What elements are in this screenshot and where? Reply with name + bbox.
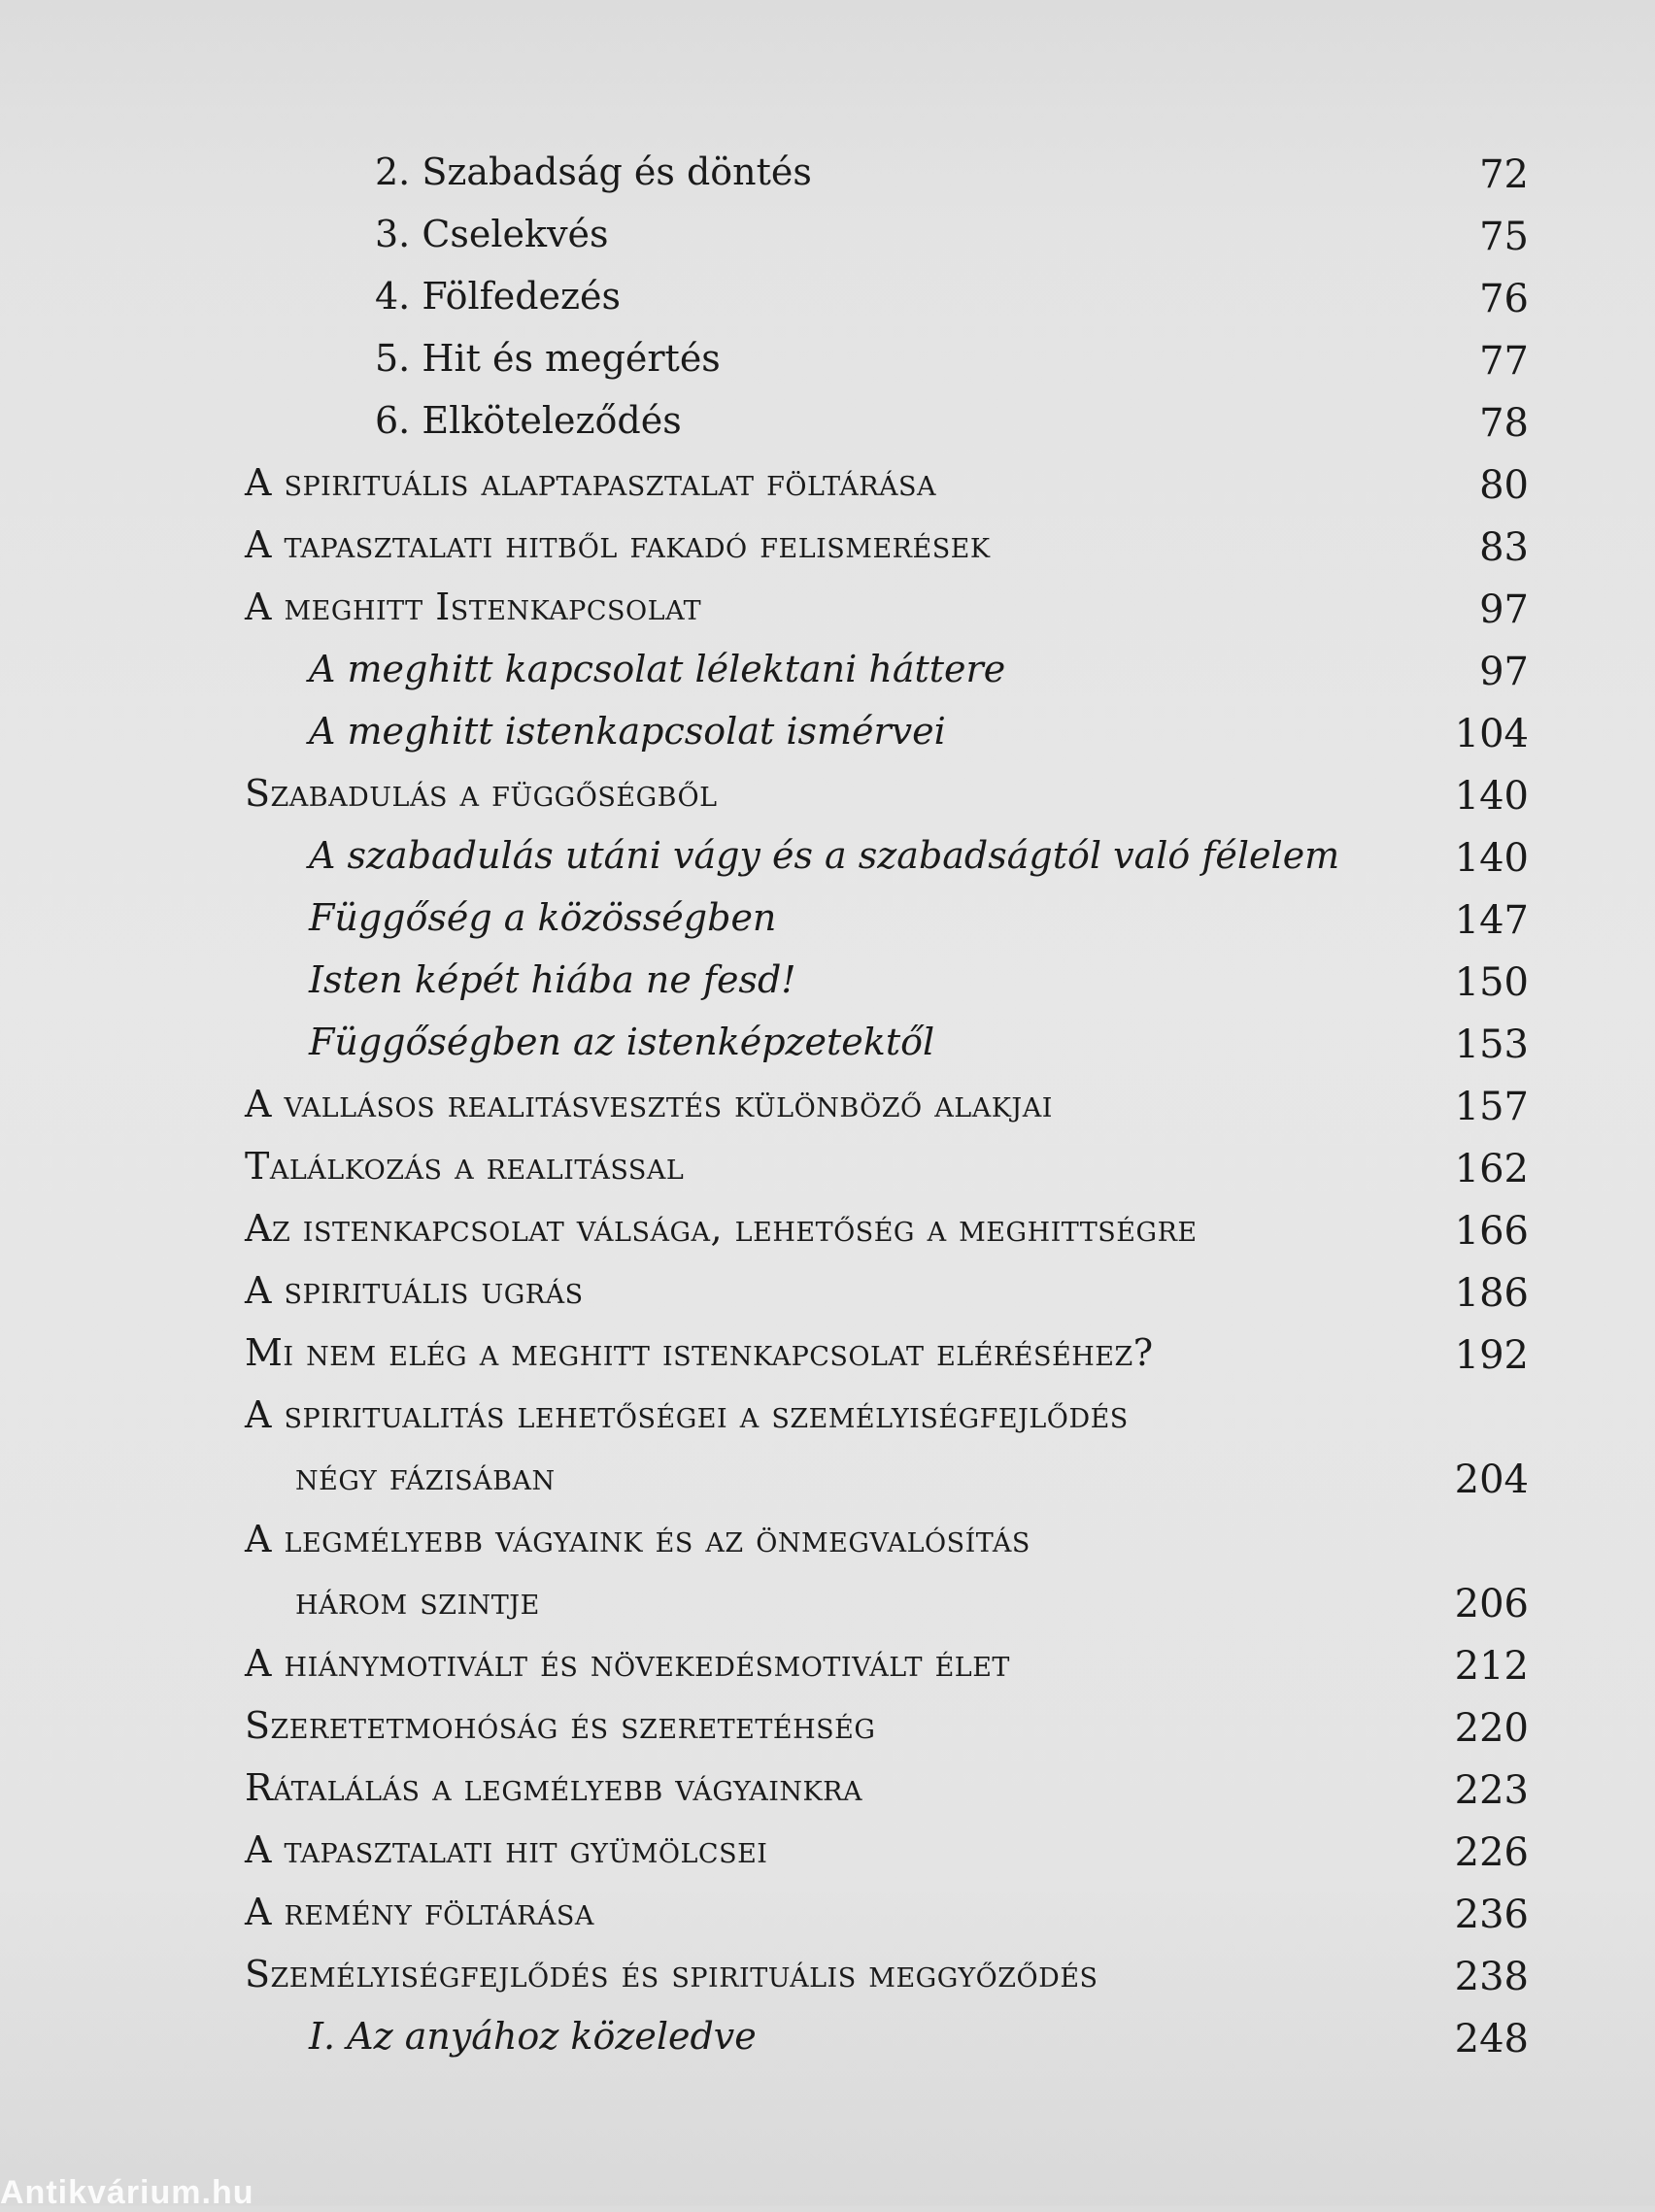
toc-entry-title: I. Az anyához közeledve [309,2015,757,2058]
toc-entry [0,138,1655,200]
watermark: Antikvárium.hu [0,2174,254,2211]
toc-entry [0,1878,1655,1940]
toc-entry-title: Mi nem elég a meghitt istenkapcsolat eléréséhez? [245,1331,1154,1374]
toc-entry [0,324,1655,386]
toc-entry-page: 140 [1454,836,1529,881]
toc-entry-page: 72 [1479,152,1529,197]
toc-entry-title: A spiritualitás lehetőségei a személyiségfejlődés [245,1393,1129,1436]
toc-entry-title: A vallásos realitásvesztés különböző alakjai [245,1083,1053,1125]
toc-entry-title: 3. Cselekvés [375,213,609,255]
toc-entry-page: 157 [1454,1085,1529,1129]
toc-entry-title: 2. Szabadság és döntés [375,151,812,193]
toc-entry [0,1008,1655,1070]
toc-entry-page: 97 [1479,587,1529,632]
toc-entry-page: 186 [1454,1271,1529,1316]
toc-entry-title: A legmélyebb vágyaink és az önmegvalósítás [245,1518,1030,1560]
toc-entry-page: 83 [1479,525,1529,570]
toc-entry [0,2002,1655,2064]
toc-entry-title: A meghitt istenkapcsolat ismérvei [309,710,946,753]
toc-entry [0,759,1655,821]
toc-entry-page: 140 [1454,774,1529,819]
toc-entry-title: Függőségben az istenképzetektől [309,1021,935,1063]
toc-entry-page: 162 [1454,1147,1529,1191]
toc-entry-page: 80 [1479,463,1529,508]
toc-entry [0,884,1655,946]
toc-entry-page: 220 [1454,1706,1529,1751]
toc-entry [0,449,1655,511]
toc-entry [0,262,1655,324]
toc-entry [0,1567,1655,1629]
toc-entry-page: 78 [1479,401,1529,446]
toc-entry [0,1257,1655,1319]
toc-entry [0,1505,1655,1567]
toc-entry [0,1132,1655,1194]
toc-entry-title: Az istenkapcsolat válsága, lehetőség a meghittségre [245,1207,1198,1250]
toc-entry-title: Szeretetmohóság és szeretetéhség [245,1704,876,1747]
toc-entry-title: A tapasztalati hitből fakadó felismerések [245,523,991,566]
toc-entry-page: 76 [1479,277,1529,321]
toc-entry-title: három szintje [295,1580,540,1623]
toc-entry-page: 248 [1454,2017,1529,2061]
toc-entry-title: Isten képét hiába ne fesd! [309,958,796,1001]
toc-entry-title: A spirituális ugrás [245,1269,584,1312]
toc-entry [0,1940,1655,2002]
toc-entry-title: Függőség a közösségben [309,896,777,939]
toc-entry-title: A meghitt Istenkapcsolat [245,586,702,628]
toc-entry-page: 212 [1454,1644,1529,1689]
toc-entry-page: 204 [1454,1458,1529,1502]
toc-entry [0,1692,1655,1754]
toc-entry-title: A meghitt kapcsolat lélektani háttere [309,648,1006,690]
toc-entry-page: 236 [1454,1893,1529,1937]
toc-entry-page: 238 [1454,1955,1529,1999]
toc-entry [0,1381,1655,1443]
toc-entry-page: 206 [1454,1582,1529,1626]
toc-entry-title: 5. Hit és megértés [375,337,721,380]
toc-entry-title: Szabadulás a függőségből [245,772,718,815]
toc-entry [0,1754,1655,1816]
toc-entry-page: 223 [1454,1768,1529,1813]
toc-entry-page: 75 [1479,215,1529,259]
toc-entry-title: A tapasztalati hit gyümölcsei [245,1828,768,1871]
toc-entry [0,1816,1655,1878]
toc-entry-page: 153 [1454,1022,1529,1067]
toc-entry [0,1194,1655,1257]
toc-entry-page: 192 [1454,1333,1529,1378]
toc-entry-title: 6. Elköteleződés [375,399,682,442]
toc-entry [0,946,1655,1008]
toc-entry-title: A remény föltárása [245,1891,594,1933]
toc-entry-title: A spirituális alaptapasztalat föltárása [245,461,937,504]
toc-entry-title: négy fázisában [295,1456,556,1498]
toc-entry-page: 97 [1479,650,1529,694]
toc-entry [0,821,1655,884]
toc-entry [0,200,1655,262]
toc-entry [0,573,1655,635]
toc-entry [0,697,1655,759]
toc-entry-title: A hiánymotivált és növekedésmotivált élet [245,1642,1010,1685]
toc-entry-page: 226 [1454,1830,1529,1875]
toc-entry [0,1319,1655,1381]
toc-entry-title: Rátalálás a legmélyebb vágyainkra [245,1766,863,1809]
toc-entry-title: Találkozás a realitással [245,1145,685,1188]
toc-entry-page: 77 [1479,339,1529,384]
toc-entry-page: 104 [1454,712,1529,756]
toc-entry-title: A szabadulás utáni vágy és a szabadságtól való félelem [309,834,1340,877]
toc-entry [0,635,1655,697]
toc-entry-page: 166 [1454,1209,1529,1254]
toc-entry [0,1070,1655,1132]
toc-entry-page: 147 [1454,898,1529,943]
toc-entry [0,511,1655,573]
toc-entry [0,1629,1655,1692]
toc-entry-title: 4. Fölfedezés [375,275,622,318]
toc-entry [0,386,1655,449]
toc-entry-title: Személyiségfejlődés és spirituális meggyőződés [245,1953,1098,1995]
toc-entry-page: 150 [1454,960,1529,1005]
toc-entry [0,1443,1655,1505]
